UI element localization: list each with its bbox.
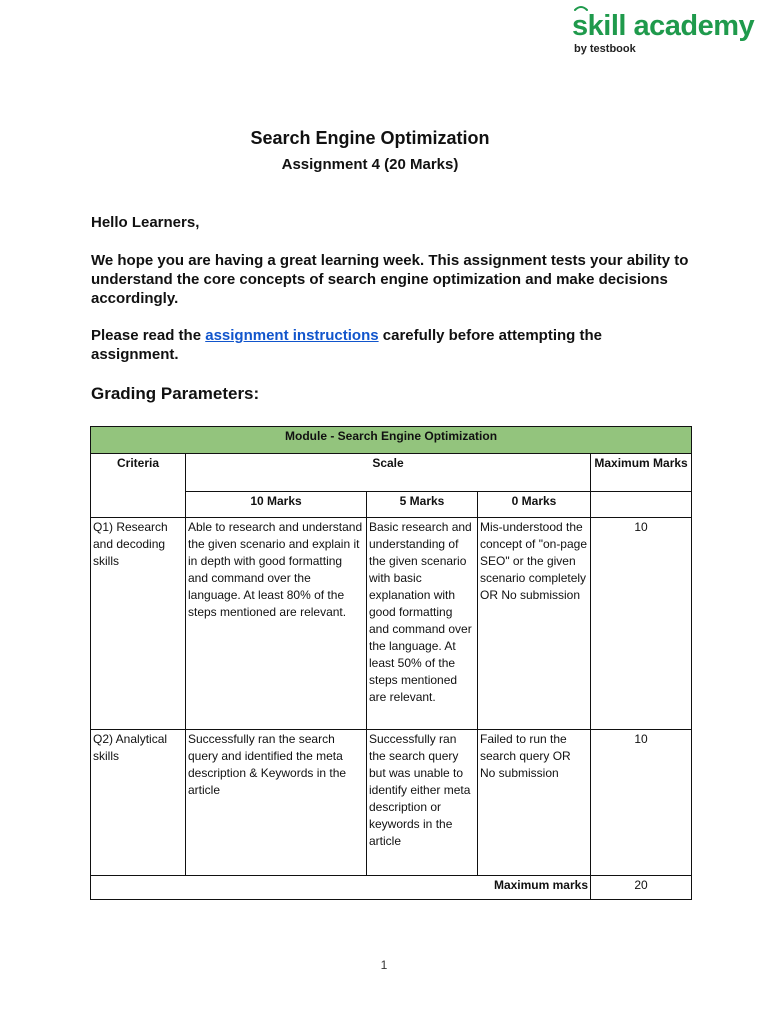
total-label: Maximum marks (91, 876, 591, 900)
criteria-header: Criteria (91, 454, 186, 518)
table-row (91, 730, 692, 876)
ten-marks-header: 10 Marks (186, 492, 367, 518)
ten-marks-cell: Able to research and understand the given scenario and explain it in depth with good formatting and command over the language. At least 80% of the steps mentioned are relevant. (186, 518, 367, 730)
scale-header: Scale (186, 454, 591, 492)
logo-subtext: by testbook (574, 43, 636, 55)
document-subtitle: Assignment 4 (20 Marks) (281, 156, 459, 173)
max-marks-cell: 10 (591, 730, 692, 876)
ten-marks-cell: Successfully ran the search query and identified the meta description & Keywords in the article (186, 730, 367, 876)
instructions-text-after: carefully before attempting the assignment. (91, 327, 602, 363)
intro-paragraph: We hope you are having a great learning week. This assignment tests your ability to understand the core concepts of search engine optimization and make decisions accordingly. (91, 252, 689, 307)
greeting: Hello Learners, (91, 214, 200, 231)
five-marks-cell: Successfully ran the search query but was unable to identify either meta description or keywords in the article (367, 730, 478, 876)
module-header: Module - Search Engine Optimization (91, 427, 692, 454)
zero-marks-cell: Mis-understood the concept of "on-page SEO" or the given scenario completely OR No submission (478, 518, 591, 730)
five-marks-cell: Basic research and understanding of the given scenario with basic explanation with good formatting and command over the language. At least 50% of the steps mentioned are relevant. (367, 518, 478, 730)
grading-parameters-heading: Grading Parameters: (91, 384, 260, 403)
instructions-text-before: Please read the (91, 327, 206, 344)
zero-marks-cell: Failed to run the search query OR No submission (478, 730, 591, 876)
assignment-instructions-link[interactable]: assignment instructions (205, 327, 379, 344)
document-title: Search Engine Optimization (250, 128, 490, 148)
total-value: 20 (591, 876, 692, 900)
skill-academy-logo (570, 10, 760, 60)
criteria-cell: Q1) Research and decoding skills (91, 518, 186, 730)
table-row (91, 518, 692, 730)
zero-marks-header: 0 Marks (478, 492, 591, 518)
instructions-paragraph (91, 326, 691, 364)
logo-text: skill academy (572, 10, 755, 42)
page-number: 1 (380, 958, 388, 972)
criteria-cell: Q2) Analytical skills (91, 730, 186, 876)
grading-table (90, 426, 692, 900)
maximum-marks-header: Maximum Marks (591, 454, 692, 492)
max-marks-cell: 10 (591, 518, 692, 730)
empty-cell (591, 492, 692, 518)
five-marks-header: 5 Marks (367, 492, 478, 518)
